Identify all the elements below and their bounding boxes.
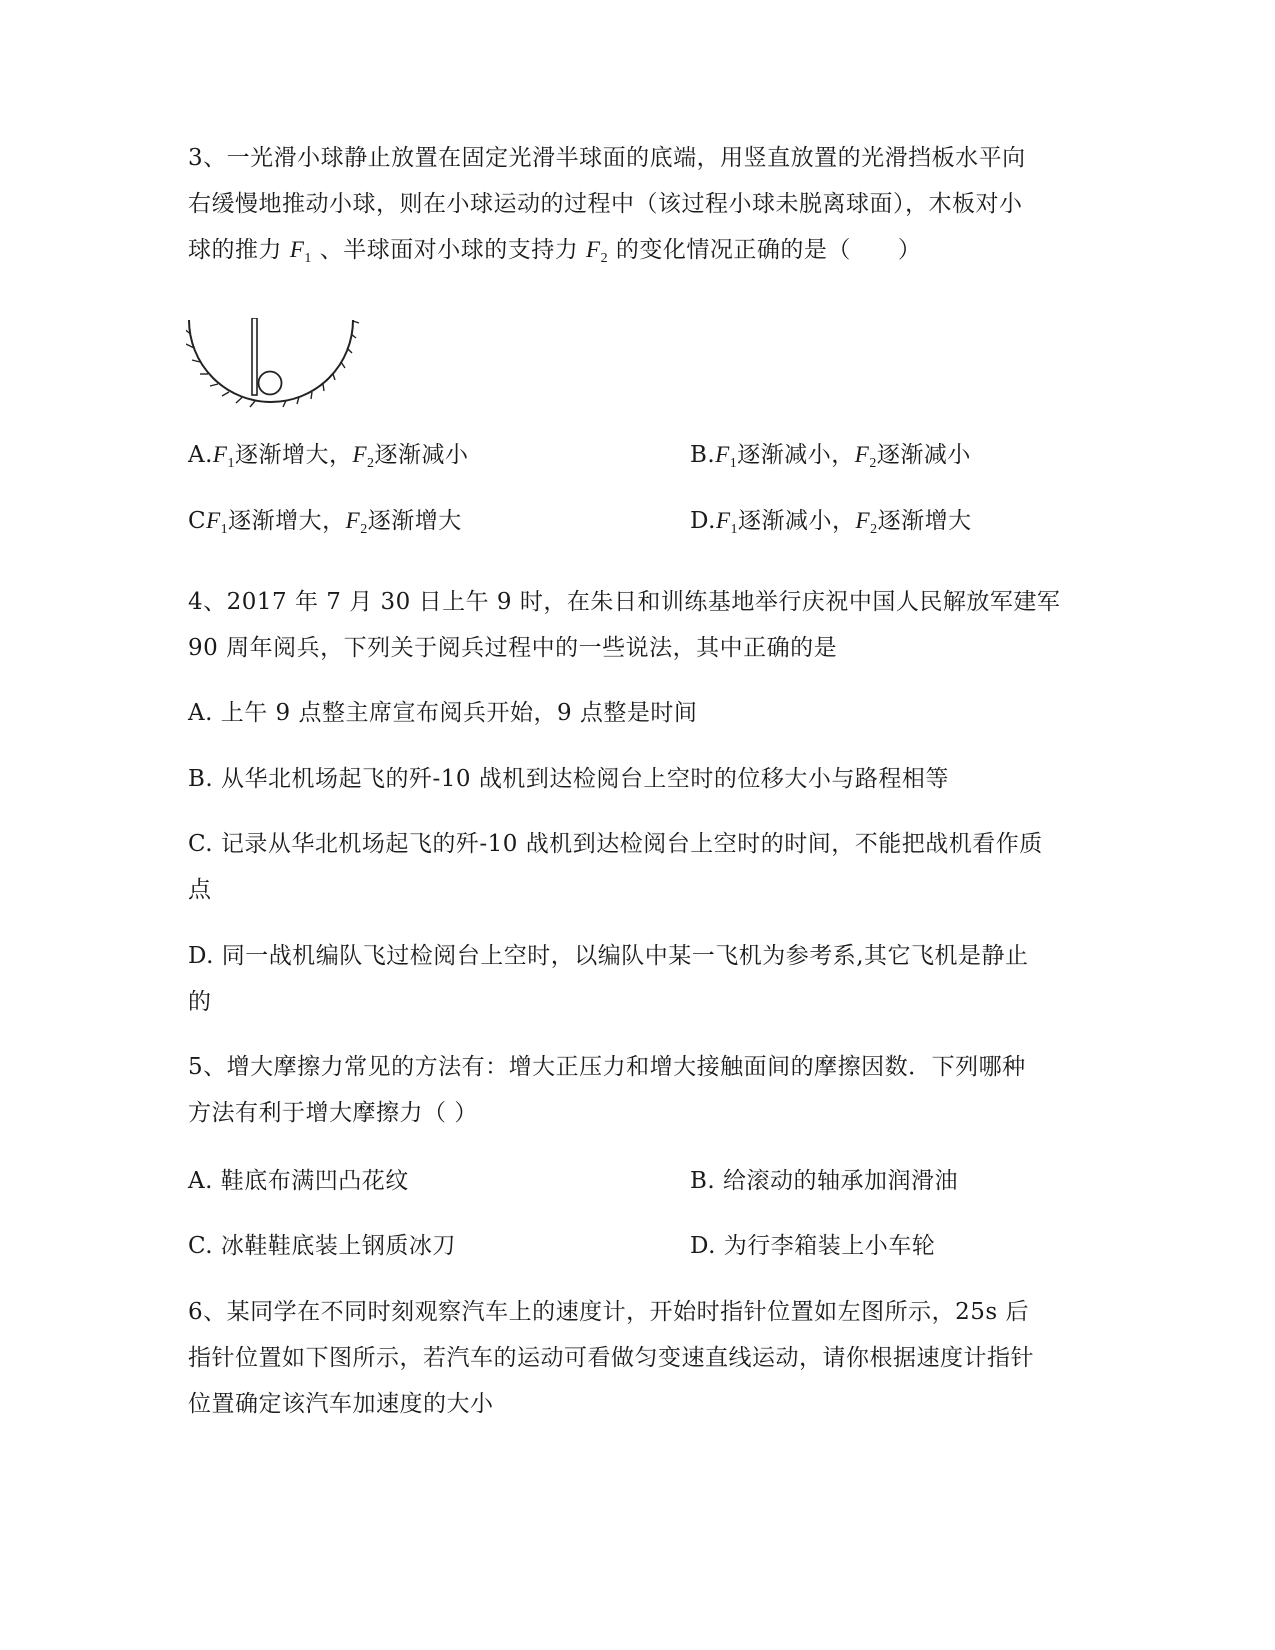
q3-option-d: $D.F_1$逐渐减小，$F_2$逐渐增大 xyxy=(690,508,972,537)
q3-stem-line-2: 右缓慢地推动小球，则在小球运动的过程中（该过程小球未脱离球面），木板对小 xyxy=(188,191,1023,217)
q6-stem-line-3: 位置确定该汽车加速度的大小 xyxy=(188,1391,494,1417)
q3-option-c: $CF_1$逐渐增大，$F_2$逐渐增大 xyxy=(188,508,462,537)
q4-stem-line-2: 90 周年阅兵，下列关于阅兵过程中的一些说法，其中正确的是 xyxy=(188,635,838,661)
q5-option-c: C. 冰鞋鞋底装上钢质冰刀 xyxy=(188,1233,456,1259)
small-ball xyxy=(259,372,282,395)
q3-option-a: $A.F_1$逐渐增大，$F_2$逐渐减小 xyxy=(188,442,469,471)
q4-option-d-line-2: 的 xyxy=(188,989,212,1015)
baffle-board xyxy=(252,318,257,395)
q4-option-b: B. 从华北机场起飞的歼-10 战机到达检阅台上空时的位移大小与路程相等 xyxy=(188,766,949,792)
q5-option-a: A. 鞋底布满凹凸花纹 xyxy=(188,1168,409,1194)
q5-option-b: B. 给滚动的轴承加润滑油 xyxy=(690,1168,959,1194)
q5-stem-line-2: 方法有利于增大摩擦力（ ） xyxy=(188,1100,478,1126)
hemisphere-diagram xyxy=(186,318,361,418)
q4-option-c-line-2: 点 xyxy=(188,877,212,903)
q6-stem-line-2: 指针位置如下图所示，若汽车的运动可看做匀变速直线运动，请你根据速度计指针 xyxy=(188,1345,1034,1371)
q4-option-c-line-1: C. 记录从华北机场起飞的歼-10 战机到达检阅台上空时的时间，不能把战机看作质 xyxy=(188,831,1043,857)
f2-symbol: $F_2$ xyxy=(586,237,609,266)
q5-option-d: D. 为行李箱装上小车轮 xyxy=(690,1233,936,1259)
q4-stem-line-1: 4、2017 年 7 月 30 日上午 9 时，在朱日和训练基地举行庆祝中国人民解放军建军 xyxy=(188,589,1061,615)
q4-option-d-line-1: D. 同一战机编队飞过检阅台上空时，以编队中某一飞机为参考系,其它飞机是静止 xyxy=(188,943,1029,969)
f1-symbol: $F_1$ xyxy=(289,237,312,266)
q6-stem-line-1: 6、某同学在不同时刻观察汽车上的速度计，开始时指针位置如左图所示，25s 后 xyxy=(188,1299,1030,1325)
q3-option-b: $B.F_1$逐渐减小，$F_2$逐渐减小 xyxy=(690,442,971,471)
q3-stem-line-1: 3、一光滑小球静止放置在固定光滑半球面的底端，用竖直放置的光滑挡板水平向 xyxy=(188,145,1026,171)
q5-stem-line-1: 5、增大摩擦力常见的方法有：增大正压力和增大接触面间的摩擦因数．下列哪种 xyxy=(188,1054,1026,1080)
q3-stem-line-3: 球的推力 $F_1$ 、半球面对小球的支持力 $F_2$ 的变化情况正确的是（ ） xyxy=(188,237,922,266)
q4-option-a: A. 上午 9 点整主席宣布阅兵开始，9 点整是时间 xyxy=(188,700,698,726)
